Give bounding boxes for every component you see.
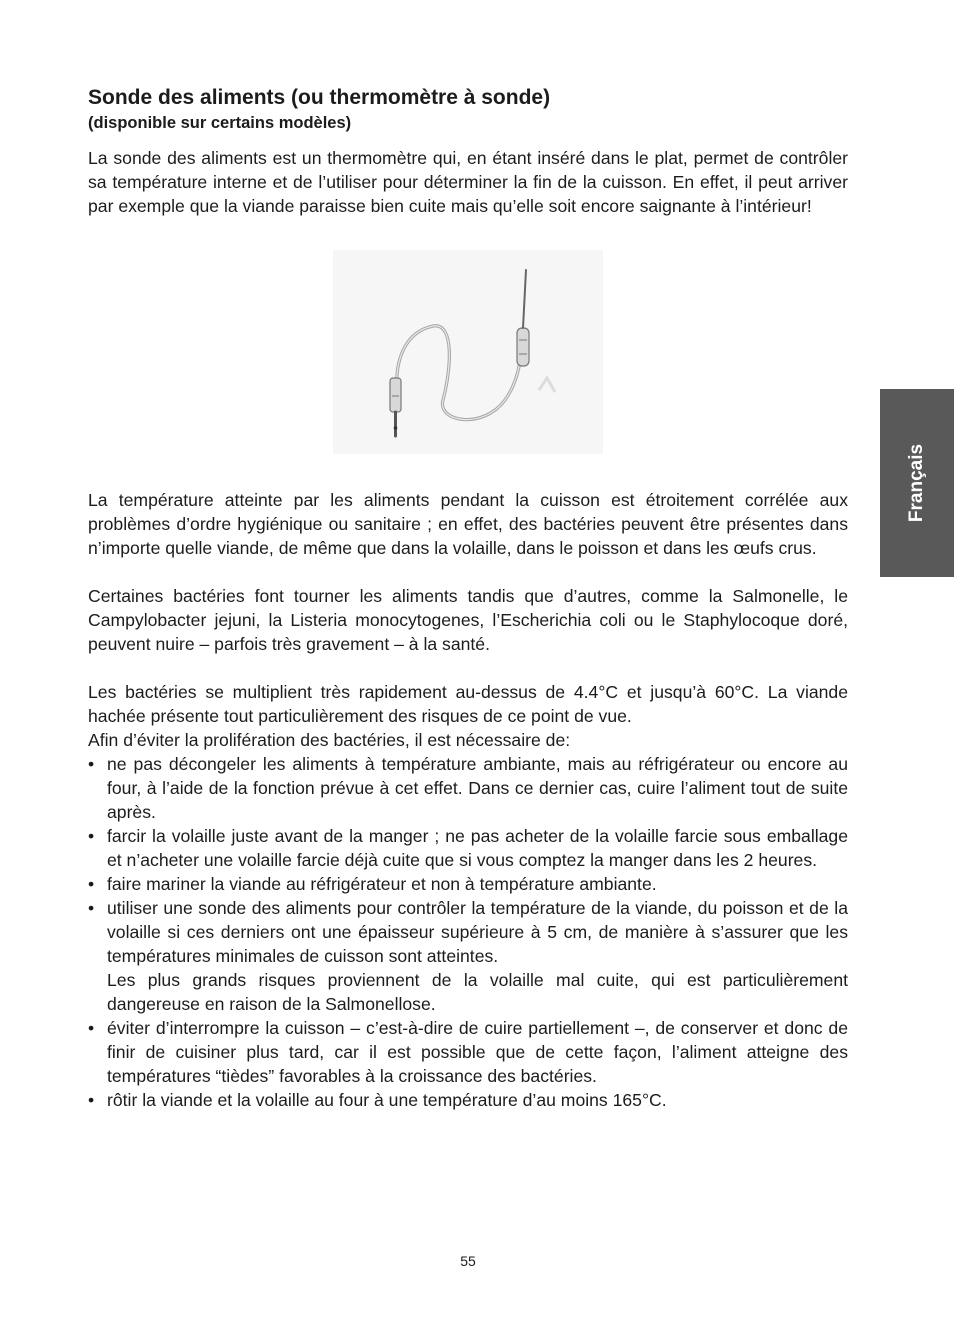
page-title: Sonde des aliments (ou thermomètre à sonde) [88,86,551,109]
language-tab-label: Français [906,443,927,523]
list-item-text: • faire mariner la viande au réfrigérateur et non à température ambiante. [107,874,657,894]
page-content [88,84,848,1112]
list-item-note: Les plus grands risques proviennent de la volaille mal cuite, qui est particulièrement dangereuse en raison de la Salmonellose. [107,970,848,1014]
food-probe-illustration [333,250,603,454]
list-item-text: • utiliser une sonde des aliments pour contrôler la température de la viande, du poisson et de la volaille si ces derniers ont une épaisseur supérieure à 5 cm, de manière à s’assurer que les températures minimales de cuisson sont atteintes. [107,898,848,966]
language-tab [880,389,954,577]
page-number: 55 [460,1253,476,1269]
prevention-list [88,752,848,1112]
paragraph-temperature: La température atteinte par les aliments pendant la cuisson est étroitement corrélée aux problèmes d’ordre hygiénique ou sanitaire ; en effet, des bactéries peuvent être présentes dans n’importe quelle viande, de même que dans la volaille, dans le poisson et dans les œufs crus. [88,490,848,558]
intro-paragraph: La sonde des aliments est un thermomètre qui, en étant inséré dans le plat, permet de contrôler sa température interne et de l’utiliser pour déterminer la fin de la cuisson. En effet, il peut arriver par exemple que la viande paraisse bien cuite mais qu’elle soit encore saignante à l’intérieur! [88,148,848,216]
list-item-text: • ne pas décongeler les aliments à température ambiante, mais au réfrigérateur ou encore au four, à l’aide de la fonction prévue à cet effet. Dans ce dernier cas, cuire l’aliment tout de suite après. [107,754,848,822]
list-item [88,824,848,872]
list-item [88,1088,848,1112]
food-probe-icon [333,250,603,454]
list-item [88,896,848,1016]
list-item-text: • rôtir la viande et la volaille au four à une température d’au moins 165°C. [107,1090,667,1110]
list-item [88,1016,848,1088]
paragraph-prevention-intro: Afin d’éviter la prolifération des bactéries, il est nécessaire de: [88,730,571,750]
list-item [88,752,848,824]
list-item [88,872,848,896]
paragraph-bacteria: Certaines bactéries font tourner les aliments tandis que d’autres, comme la Salmonelle, le Campylobacter jejuni, la Listeria monocytogenes, l’Escherichia coli ou le Staphylocoque doré, peuvent nuire – parfois très gravement – à la santé. [88,586,848,654]
list-item-text: • éviter d’interrompre la cuisson – c’est-à-dire de cuire partiellement –, de conserver et donc de finir de cuisiner plus tard, car il est possible que de cette façon, l’aliment atteigne des températures “tièdes” favorables à la croissance des bactéries. [107,1018,848,1086]
page-subtitle: (disponible sur certains modèles) [88,114,352,132]
paragraph-multiplication: Les bactéries se multiplient très rapidement au-dessus de 4.4°C et jusqu’à 60°C. La viande hachée présente tout particulièrement des risques de ce point de vue. [88,682,848,726]
list-item-text: • farcir la volaille juste avant de la manger ; ne pas acheter de la volaille farcie sous emballage et n’acheter une volaille farcie déjà cuite que si vous comptez la manger dans les 2 heures. [107,826,848,870]
